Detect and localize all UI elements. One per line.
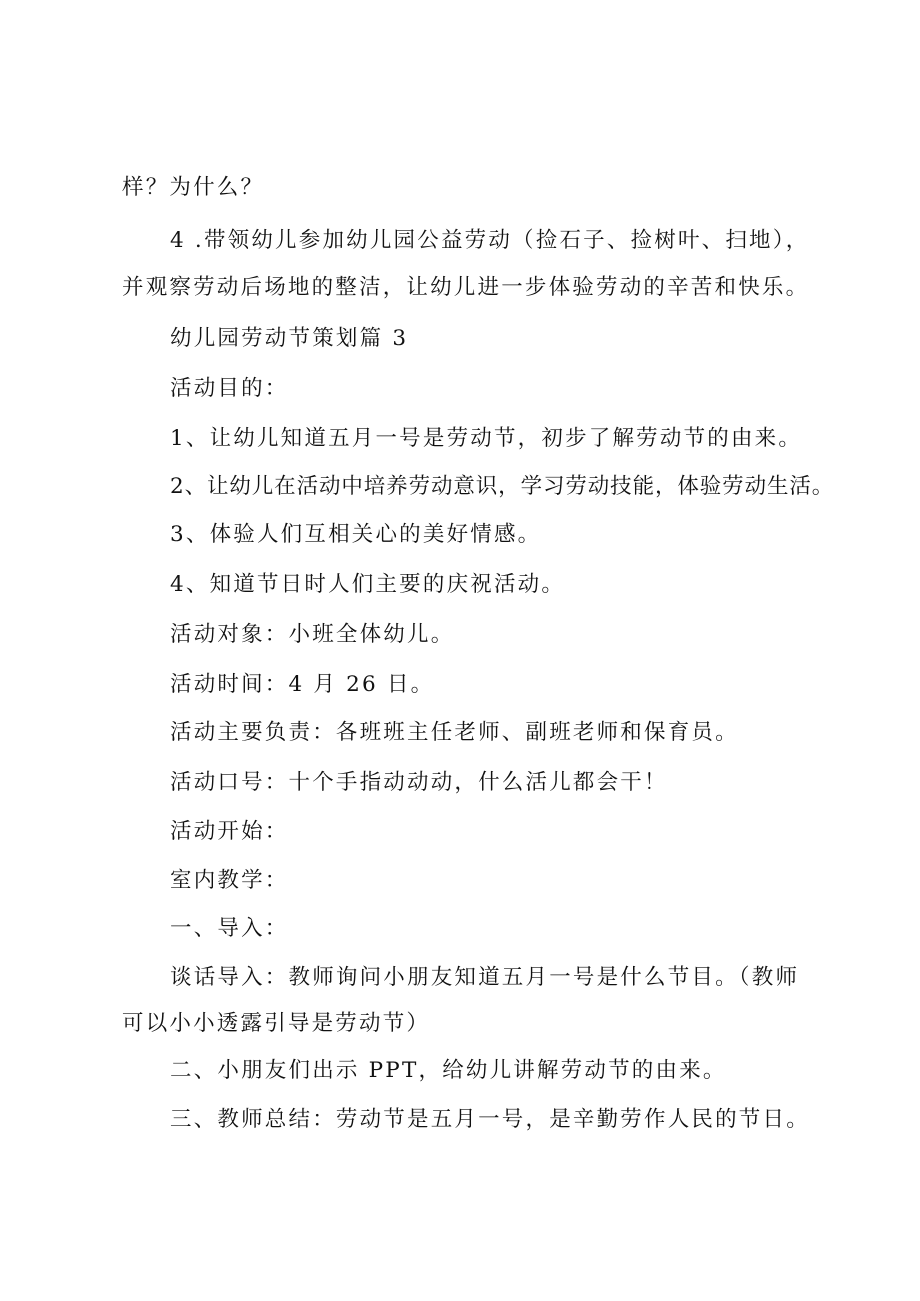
text-line: 3、体验人们互相关心的美好情感。 xyxy=(170,522,542,547)
text-line: 活动目的： xyxy=(170,376,289,401)
text-line: 活动主要负责：各班班主任老师、副班老师和保育员。 xyxy=(170,720,739,745)
text-line: 并观察劳动后场地的整洁，让幼儿进一步体验劳动的辛苦和快乐。 xyxy=(122,275,810,300)
text-line: 室内教学： xyxy=(170,868,289,893)
text-line: 1、让幼儿知道五月一号是劳动节，初步了解劳动节的由来。 xyxy=(170,426,803,451)
text-line: 4、知道节日时人们主要的庆祝活动。 xyxy=(170,572,566,597)
text-line: 样？为什么？ xyxy=(122,175,265,200)
text-line: 活动开始： xyxy=(170,819,289,844)
section-heading: 幼儿园劳动节策划篇 3 xyxy=(170,326,409,351)
text-line: 活动对象：小班全体幼儿。 xyxy=(170,622,455,647)
text-line: 2、让幼儿在活动中培养劳动意识，学习劳动技能，体验劳动生活。 xyxy=(170,474,835,499)
text-line: 谈话导入：教师询问小朋友知道五月一号是什么节目。（教师 xyxy=(170,965,800,990)
text-line: 活动口号：十个手指动动动，什么活儿都会干！ xyxy=(170,770,668,795)
text-line: 活动时间：4 月 26 日。 xyxy=(170,672,435,697)
text-line: 可以小小透露引导是劳动节） xyxy=(122,1011,431,1036)
text-line: 一、导入： xyxy=(170,916,289,941)
text-line: 二、小朋友们出示 PPT，给幼儿讲解劳动节的由来。 xyxy=(170,1058,727,1083)
text-line: 三、教师总结：劳动节是五月一号，是辛勤劳作人民的节日。 xyxy=(170,1107,810,1132)
text-line: 4 .带领幼儿参加幼儿园公益劳动（捡石子、捡树叶、扫地）， xyxy=(170,228,810,253)
